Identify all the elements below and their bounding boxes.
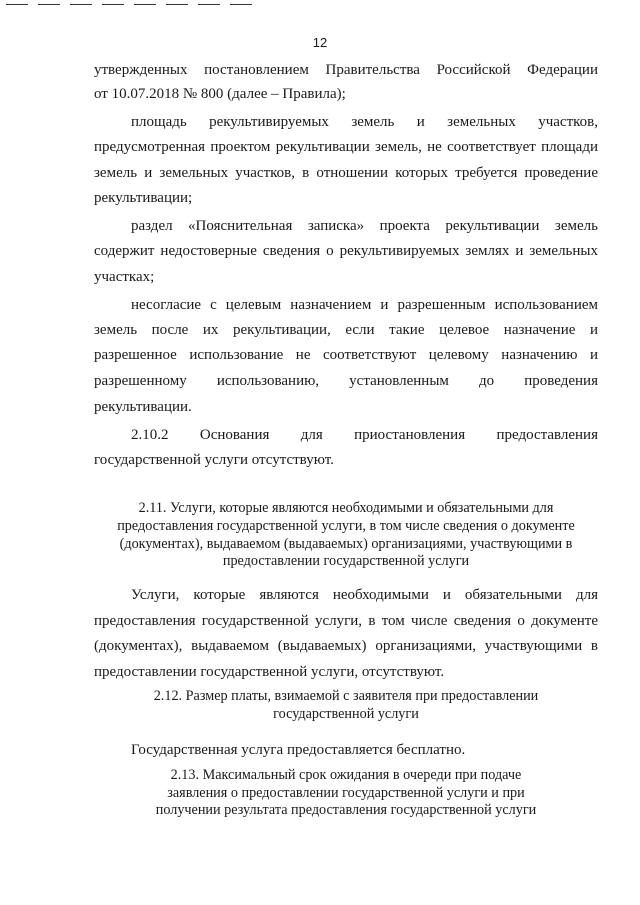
text-line: предоставлении государственной услуги, отсутствуют.	[94, 664, 445, 680]
text-line: площадь рекультивируемых земель и земельных участков,	[131, 114, 598, 130]
dash	[230, 4, 252, 5]
text-line: содержит недостоверные сведения о рекультивируемых землях и земельных	[94, 243, 598, 259]
dash	[70, 4, 92, 5]
dash	[166, 4, 188, 5]
section-heading-line: предоставлении государственной услуги	[222, 553, 470, 569]
text-line: 2.10.2 Основания для приостановления предоставления	[131, 427, 598, 443]
dash	[6, 4, 28, 5]
section-heading-line: заявления о предоставлении государственной услуги и при	[167, 785, 525, 801]
section-heading-line: (документах), выдаваемом (выдаваемых) организациями, участвующими в	[119, 536, 573, 552]
text-line: земель и земельных участков, в отношении которых требуется проведение	[94, 165, 598, 181]
page-number: 12	[312, 35, 328, 50]
section-heading-line: 2.13. Максимальный срок ожидания в очереди при подаче	[170, 767, 522, 783]
text-line: разрешенное использование не соответствуют целевому назначению и	[94, 347, 598, 363]
text-line: разрешенному использованию, установленным до проведения	[94, 373, 598, 389]
section-heading-line: 2.12. Размер платы, взимаемой с заявителя при предоставлении	[153, 688, 539, 704]
dash	[102, 4, 124, 5]
section-heading-line: предоставления государственной услуги, в том числе сведения о документе	[117, 518, 575, 534]
dash	[198, 4, 220, 5]
section-heading-line: 2.11. Услуги, которые являются необходимыми и обязательными для	[138, 500, 554, 516]
text-line: земель после их рекультивации, если такие целевое назначение и	[94, 322, 598, 338]
dash	[38, 4, 60, 5]
text-line: Услуги, которые являются необходимыми и обязательными для	[131, 587, 598, 603]
text-line: рекультивации;	[94, 190, 193, 206]
section-heading-line: получении результата предоставления государственной услуги	[155, 802, 537, 818]
text-line: несогласие с целевым назначением и разрешенным использованием	[131, 297, 598, 313]
text-line: предоставления государственной услуги, в том числе сведения о документе	[94, 613, 598, 629]
text-line: Государственная услуга предоставляется бесплатно.	[131, 742, 466, 758]
text-line: утвержденных постановлением Правительства Российской Федерации	[94, 62, 598, 78]
text-line: раздел «Пояснительная записка» проекта рекультивации земель	[131, 218, 598, 234]
text-line: предусмотренная проектом рекультивации земель, не соответствует площади	[94, 139, 598, 155]
section-heading-line: государственной услуги	[273, 706, 419, 722]
text-line: государственной услуги отсутствуют.	[94, 452, 334, 468]
text-line: рекультивации.	[94, 399, 192, 415]
text-line: участках;	[94, 269, 155, 285]
text-line: (документах), выдаваемом (выдаваемых) организациями, участвующими в	[94, 638, 598, 654]
text-line: от 10.07.2018 № 800 (далее – Правила);	[94, 86, 346, 102]
dash	[134, 4, 156, 5]
top-edge-dashes	[0, 4, 270, 6]
